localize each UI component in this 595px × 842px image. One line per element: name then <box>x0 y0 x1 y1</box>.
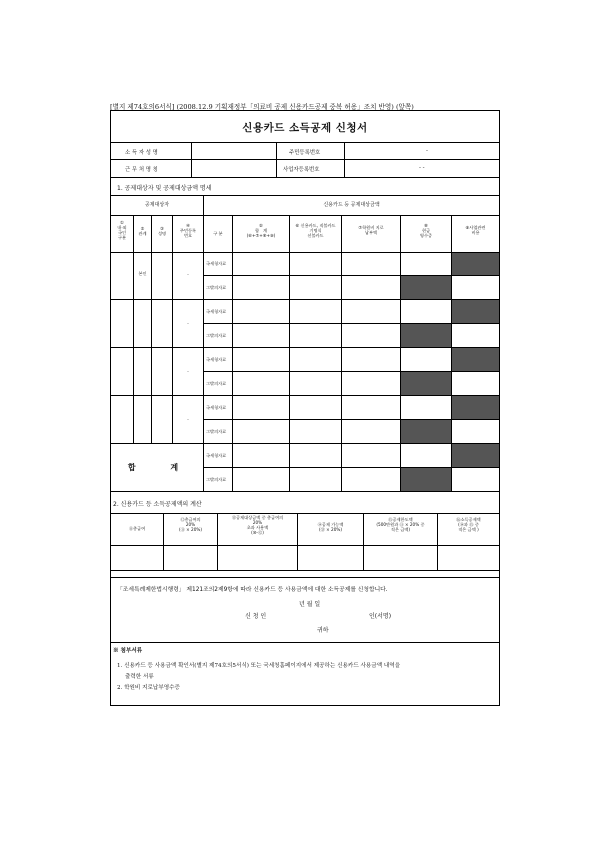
divider <box>276 142 277 177</box>
shaded-cell <box>401 324 451 347</box>
brn-label: 사업자등록번호 <box>283 167 320 173</box>
addressee-label: 귀하 <box>317 627 329 634</box>
divider <box>341 215 342 491</box>
col-name: ③ 성명 <box>157 226 167 237</box>
col-nationality: ① 내·외 국인 구분 <box>117 220 127 241</box>
divider <box>203 371 499 372</box>
row-nts-3: 국세청자료 <box>206 357 227 362</box>
rrn-dash-3: - <box>187 369 189 374</box>
rrn-dash-4: - <box>187 417 189 422</box>
shaded-cell <box>452 300 499 323</box>
divider <box>203 467 499 468</box>
form-title: 신용카드 소득공제 신청서 <box>242 122 368 134</box>
col-excess: ⑬공제대상금액 중 총급여의 20% 초과 사용액 (⑩-⑫) <box>231 515 284 536</box>
row-other-4: 그밖의자료 <box>206 429 227 434</box>
row-nts-4: 국세청자료 <box>206 405 227 410</box>
declaration-date[interactable]: 년 월 일 <box>299 601 321 608</box>
name-field[interactable] <box>192 143 275 158</box>
rrn-dash-2: - <box>187 321 189 326</box>
rrn-label: 주민등록번호 <box>289 150 321 156</box>
shaded-cell <box>452 253 499 275</box>
divider <box>111 252 499 253</box>
gross-pay-field[interactable] <box>112 546 162 569</box>
shaded-cell <box>401 468 451 491</box>
row-other-1: 그밖의자료 <box>206 285 227 290</box>
divider <box>344 142 345 177</box>
divider <box>111 195 499 196</box>
applicant-label: 신 청 인 <box>245 613 267 620</box>
col-rrn: ④ 주민등록 번호 <box>179 223 197 239</box>
amount-header: 신용카드 등 공제대상금액 <box>323 202 380 208</box>
divider <box>111 177 499 178</box>
row-other-3: 그밖의자료 <box>206 381 227 386</box>
col-giro: ⑦학원비 지로 납부액 <box>358 225 384 236</box>
rrn-dash-1: - <box>187 272 189 277</box>
divider <box>111 215 499 216</box>
divider <box>232 215 233 491</box>
col-limit: ⑮공제한도액 (500만원과 ⑪ × 20% 중 적은 금액) <box>376 517 425 533</box>
divider <box>111 577 499 578</box>
row-nts-total: 국세청자료 <box>206 453 227 458</box>
shaded-cell <box>452 348 499 371</box>
declaration-text: 「조세특례제한법시행령」 제121조의2제9항에 따라 신용카드 등 사용금액에 대한 소득공제를 신청합니다. <box>117 587 388 593</box>
section1-title: 1. 공제대상자 및 공제대상금액 명세 <box>117 185 212 192</box>
divider <box>111 299 499 300</box>
divider <box>203 195 204 491</box>
brn-value[interactable]: - - <box>419 165 425 171</box>
shaded-cell <box>401 420 451 443</box>
divider <box>111 491 499 492</box>
deduction-field[interactable] <box>438 546 498 569</box>
col-business: ⑨사업관련 비용 <box>465 225 486 236</box>
row-nts-1: 국세청자료 <box>206 261 227 266</box>
section2-title: 2. 신용카드 등 소득공제액의 계산 <box>113 501 202 508</box>
divider <box>151 215 152 443</box>
total-label: 합 계 <box>127 463 195 472</box>
row-other-2: 그밖의자료 <box>206 333 227 338</box>
divider <box>111 570 499 571</box>
company-field[interactable] <box>192 160 275 176</box>
col-deduction: ⑯소득공제액 (⑭과 ⑮ 중 적은 금액 ) <box>456 517 481 533</box>
attachment-item-1: 1. 신용카드 등 사용금액 확인서(별지 제74호의5서식) 또는 국세청홈페이지에서 제공하는 신용카드 사용금액 내역을 <box>117 663 401 669</box>
signature-field[interactable]: 인(서명) <box>369 613 392 620</box>
col-credit-card: ⑥ 신용카드, 직불카드 기명식 선불카드 <box>295 223 336 239</box>
gross-20-field[interactable] <box>164 546 216 569</box>
divider <box>203 323 499 324</box>
divider <box>111 642 499 643</box>
form-header-note: [별지 제74호의6서식] (2008.12.9 기획재정부「의료비 공제 신용카드공제 중복 허용」조치 반영) (앞쪽) <box>110 103 414 111</box>
excess-field[interactable] <box>218 546 296 569</box>
name-label: 소 득 자 성 명 <box>125 150 158 156</box>
col-gross-20: ⑫총급여의 20% (⑪ × 20%) <box>179 517 202 533</box>
shaded-cell <box>401 372 451 395</box>
col-cash-receipt: ⑧ 현금 영수증 <box>419 223 433 239</box>
divider <box>111 142 499 143</box>
divider <box>111 513 499 514</box>
divider <box>111 443 499 444</box>
divider <box>203 419 499 420</box>
shaded-cell <box>452 396 499 419</box>
row-nts-2: 국세청자료 <box>206 309 227 314</box>
attachments-title: ※ 첨부서류 <box>113 648 143 654</box>
divider <box>289 215 290 491</box>
attachment-item-2: 2. 학원비 지로납부영수증 <box>117 685 180 691</box>
col-gross-pay: ⑪총급여 <box>128 526 146 531</box>
divider <box>111 347 499 348</box>
divider <box>111 159 499 160</box>
limit-field[interactable] <box>364 546 436 569</box>
col-category: 구 분 <box>213 231 223 236</box>
self-label: 본인 <box>138 271 147 276</box>
attachment-item-1b: 출력한 서류 <box>125 674 154 680</box>
divider <box>133 215 134 443</box>
divider <box>111 395 499 396</box>
target-header: 공제대상자 <box>144 202 170 208</box>
row-other-total: 그밖의자료 <box>206 477 227 482</box>
col-total: ⑤ 합 계 (⑥+⑦+⑧+⑨) <box>246 223 276 239</box>
divider <box>203 275 499 276</box>
divider <box>172 215 173 443</box>
rrn-value[interactable]: - <box>426 148 428 154</box>
deductible-field[interactable] <box>298 546 362 569</box>
divider <box>400 215 401 491</box>
col-relation: ② 관계 <box>138 226 147 237</box>
application-form <box>110 110 500 706</box>
shaded-cell <box>401 276 451 299</box>
company-label: 근 무 처 명 칭 <box>125 167 158 173</box>
col-deductible: ⑭공제 가능액 (⑬ × 20%) <box>317 522 344 533</box>
shaded-cell <box>452 444 499 467</box>
